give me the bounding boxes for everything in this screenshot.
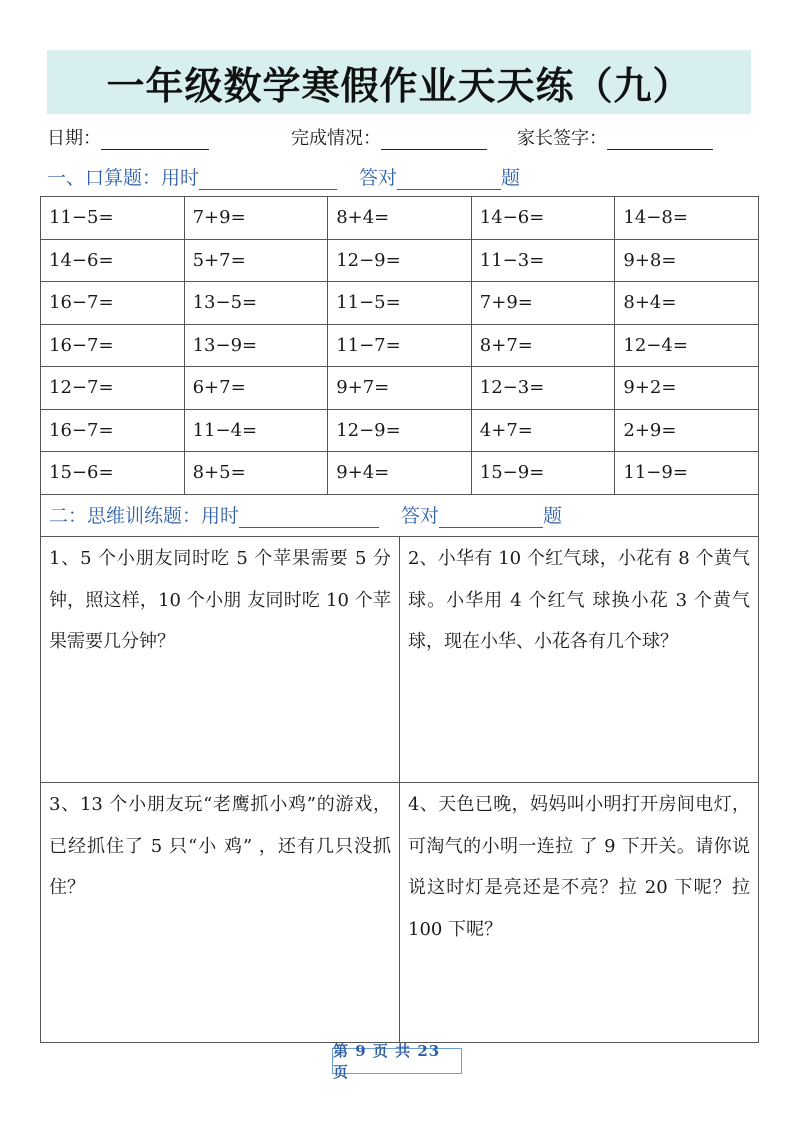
page-number: 第 9 页 共 23 页 <box>332 1048 462 1074</box>
calc-cell: 14−6= <box>41 239 185 282</box>
calc-cell: 2+9= <box>615 409 759 452</box>
calc-cell: 15−6= <box>41 452 185 495</box>
title-banner <box>47 50 751 114</box>
calc-cell: 15−9= <box>471 452 615 495</box>
section2-correct-label: 答对 <box>401 505 440 527</box>
calc-cell: 6+7= <box>184 367 328 410</box>
calc-cell: 11−9= <box>615 452 759 495</box>
calc-cell: 11−3= <box>471 239 615 282</box>
thinking-section <box>40 495 759 1043</box>
calc-cell: 16−7= <box>41 282 185 325</box>
calc-cell: 8+4= <box>615 282 759 325</box>
calc-cell: 12−7= <box>41 367 185 410</box>
date-blank[interactable] <box>101 131 209 150</box>
calc-cell: 12−9= <box>328 409 472 452</box>
calc-cell: 13−5= <box>184 282 328 325</box>
section1-correct-blank[interactable] <box>397 169 501 190</box>
calc-cell: 9+2= <box>615 367 759 410</box>
completion-field <box>291 124 487 150</box>
section2-title: 二：思维训练题：用时 <box>49 505 240 527</box>
section1-header <box>47 163 520 190</box>
date-label: 日期： <box>47 128 101 149</box>
section1-unit: 题 <box>501 167 521 189</box>
completion-blank[interactable] <box>381 131 487 150</box>
calc-cell: 5+7= <box>184 239 328 282</box>
divider-vertical <box>399 536 400 1042</box>
section2-header <box>49 501 562 528</box>
calc-cell: 8+4= <box>328 197 472 240</box>
calc-cell: 12−3= <box>471 367 615 410</box>
calc-table <box>40 196 759 495</box>
section2-correct-blank[interactable] <box>439 507 543 528</box>
calc-cell: 9+7= <box>328 367 472 410</box>
calc-cell: 11−7= <box>328 324 472 367</box>
section1-time-blank[interactable] <box>199 169 337 190</box>
problem-4: 4、天色已晚，妈妈叫小明打开房间电灯，可淘气的小明一连拉 了 9 下开关。请你说说这时灯是亮还是不亮？拉 20 下呢？拉 100 下呢？ <box>408 794 750 940</box>
calc-cell: 4+7= <box>471 409 615 452</box>
calc-row <box>41 367 759 410</box>
calc-cell: 11−5= <box>41 197 185 240</box>
calc-cell: 8+7= <box>471 324 615 367</box>
signature-field <box>517 124 713 150</box>
calc-cell: 12−9= <box>328 239 472 282</box>
calc-cell: 7+9= <box>471 282 615 325</box>
calc-row <box>41 409 759 452</box>
date-field <box>47 124 209 150</box>
calc-cell: 16−7= <box>41 324 185 367</box>
problem-2: 2、小华有 10 个红气球，小花有 8 个黄气球。小华用 4 个红气 球换小花 3 个黄气球，现在小华、小花各有几个球？ <box>408 548 750 652</box>
calc-cell: 8+5= <box>184 452 328 495</box>
calc-row <box>41 452 759 495</box>
section2-unit: 题 <box>543 505 563 527</box>
calc-cell: 9+8= <box>615 239 759 282</box>
calc-cell: 11−4= <box>184 409 328 452</box>
problem-1: 1、5 个小朋友同时吃 5 个苹果需要 5 分钟，照这样，10 个小朋 友同时吃 10 个苹果需要几分钟？ <box>49 548 391 652</box>
completion-label: 完成情况： <box>291 128 381 149</box>
calc-cell: 7+9= <box>184 197 328 240</box>
signature-label: 家长签字： <box>517 128 607 149</box>
calc-cell: 14−8= <box>615 197 759 240</box>
calc-row <box>41 239 759 282</box>
section1-title: 一、口算题：用时 <box>47 167 200 189</box>
calc-cell: 12−4= <box>615 324 759 367</box>
calc-cell: 13−9= <box>184 324 328 367</box>
calc-cell: 16−7= <box>41 409 185 452</box>
page-title: 一年级数学寒假作业天天练（九） <box>106 63 692 108</box>
calc-row <box>41 197 759 240</box>
info-row <box>47 118 751 152</box>
calc-cell: 11−5= <box>328 282 472 325</box>
section2-time-blank[interactable] <box>239 507 379 528</box>
section1-correct-label: 答对 <box>359 167 398 189</box>
calc-row <box>41 282 759 325</box>
signature-blank[interactable] <box>607 131 713 150</box>
calc-cell: 14−6= <box>471 197 615 240</box>
calc-row <box>41 324 759 367</box>
problem-3: 3、13 个小朋友玩“老鹰抓小鸡”的游戏，已经抓住了 5 只“小 鸡” ，还有几只没抓住？ <box>49 794 391 898</box>
calc-cell: 9+4= <box>328 452 472 495</box>
